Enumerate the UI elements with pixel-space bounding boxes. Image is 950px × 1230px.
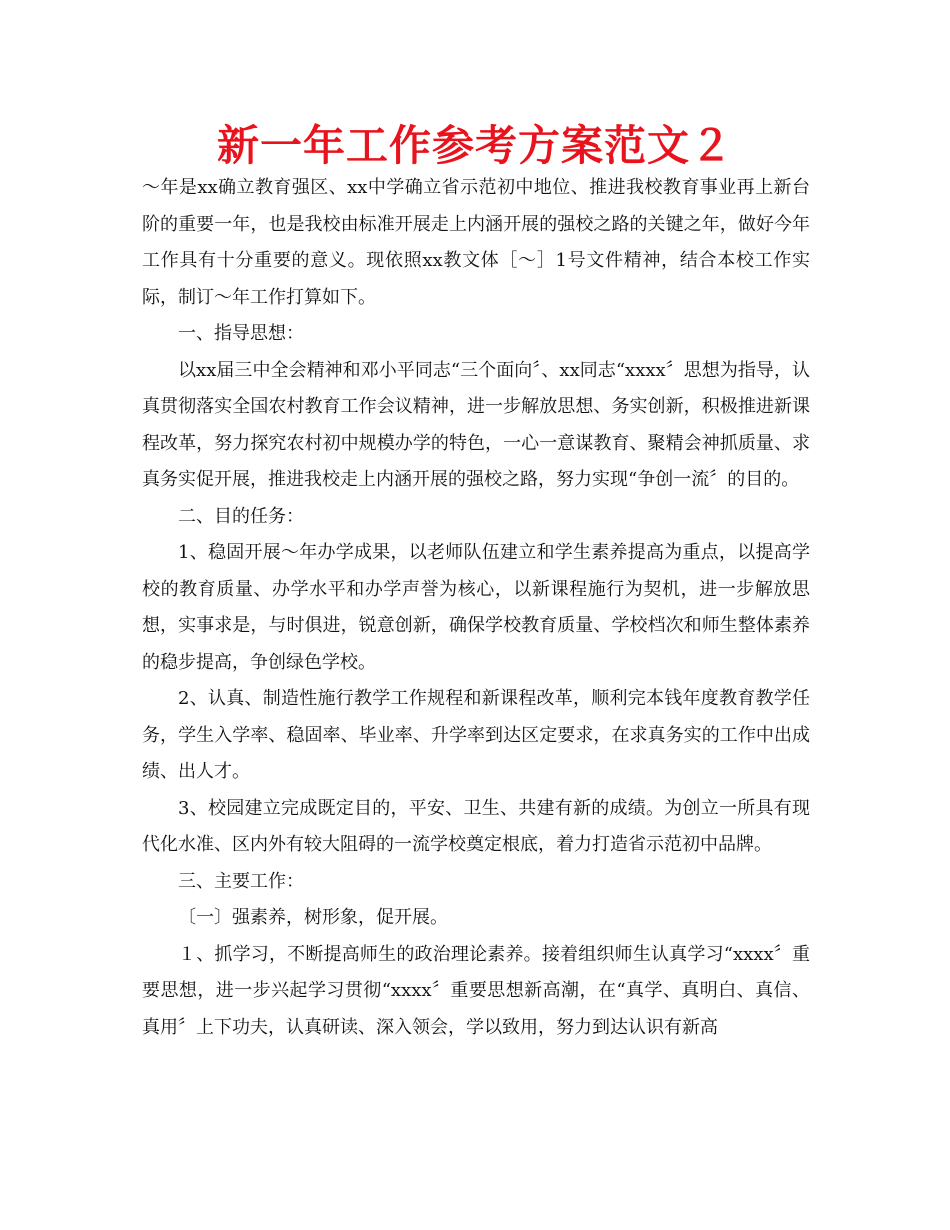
section-heading-main-work: 三、主要工作： <box>178 870 304 892</box>
intro-paragraph: ～年是xx确立教育强区、xx中学确立省示范初中地位、推进我校教育事业再上新台阶的重要一年，也是我校由标准开展走上内涵开展的强校之路的关键之年，做好今年工作具有十分重要的意义。现依照xx教文体［～］1号文件精神，结合本校工作实际，制订～年工作打算如下。 <box>142 177 810 308</box>
work-item-1: １、抓学习，不断提高师生的政治理论素养。接着组织师生认真学习“xxxx〞重要思想，进一步兴起学习贯彻“xxxx〞重要思想新高潮，在“真学、真明白、真信、真用〞上下功夫，认真研读、深入领会，学以致用，努力到达认识有新高 <box>142 943 810 1038</box>
document-title: 新一年工作参考方案范文２ <box>216 121 733 170</box>
document-body <box>142 170 810 1046</box>
goal-item-2: 2、认真、制造性施行教学工作规程和新课程改革，顺利完本钱年度教育教学任务，学生入学率、稳固率、毕业率、升学率到达区定要求，在求真务实的工作中出成绩、出人才。 <box>142 688 810 782</box>
guiding-ideology-paragraph: 以xx届三中全会精神和邓小平同志“三个面向〞、xx同志“xxxx〞思想为指导，认真贯彻落实全国农村教育工作会议精神，进一步解放思想、务实创新，积极推进新课程改革，努力探究农村初中规模办学的特色，一心一意谋教育、聚精会神抓质量、求真务实促开展，推进我校走上内涵开展的强校之路，努力实现“争创一流〞的目的。 <box>142 359 810 490</box>
section-heading-goals: 二、目的任务： <box>178 505 304 527</box>
goal-item-3: 3、校园建立完成既定目的，平安、卫生、共建有新的成绩。为创立一所具有现代化水准、区内外有较大阻碍的一流学校奠定根底，着力打造省示范初中品牌。 <box>142 797 810 855</box>
section-heading-guiding-ideology: 一、指导思想： <box>178 323 304 344</box>
goal-item-1: 1、稳固开展～年办学成果，以老师队伍建立和学生素养提高为重点，以提高学校的教育质量、办学水平和办学声誉为核心，以新课程施行为契机，进一步解放思想，实事求是，与时俱进，锐意创新，确保学校教育质量、学校档次和师生整体素养的稳步提高，争创绿色学校。 <box>142 542 810 673</box>
subsection-heading-1: 〔一〕强素养，树形象，促开展。 <box>178 907 448 928</box>
